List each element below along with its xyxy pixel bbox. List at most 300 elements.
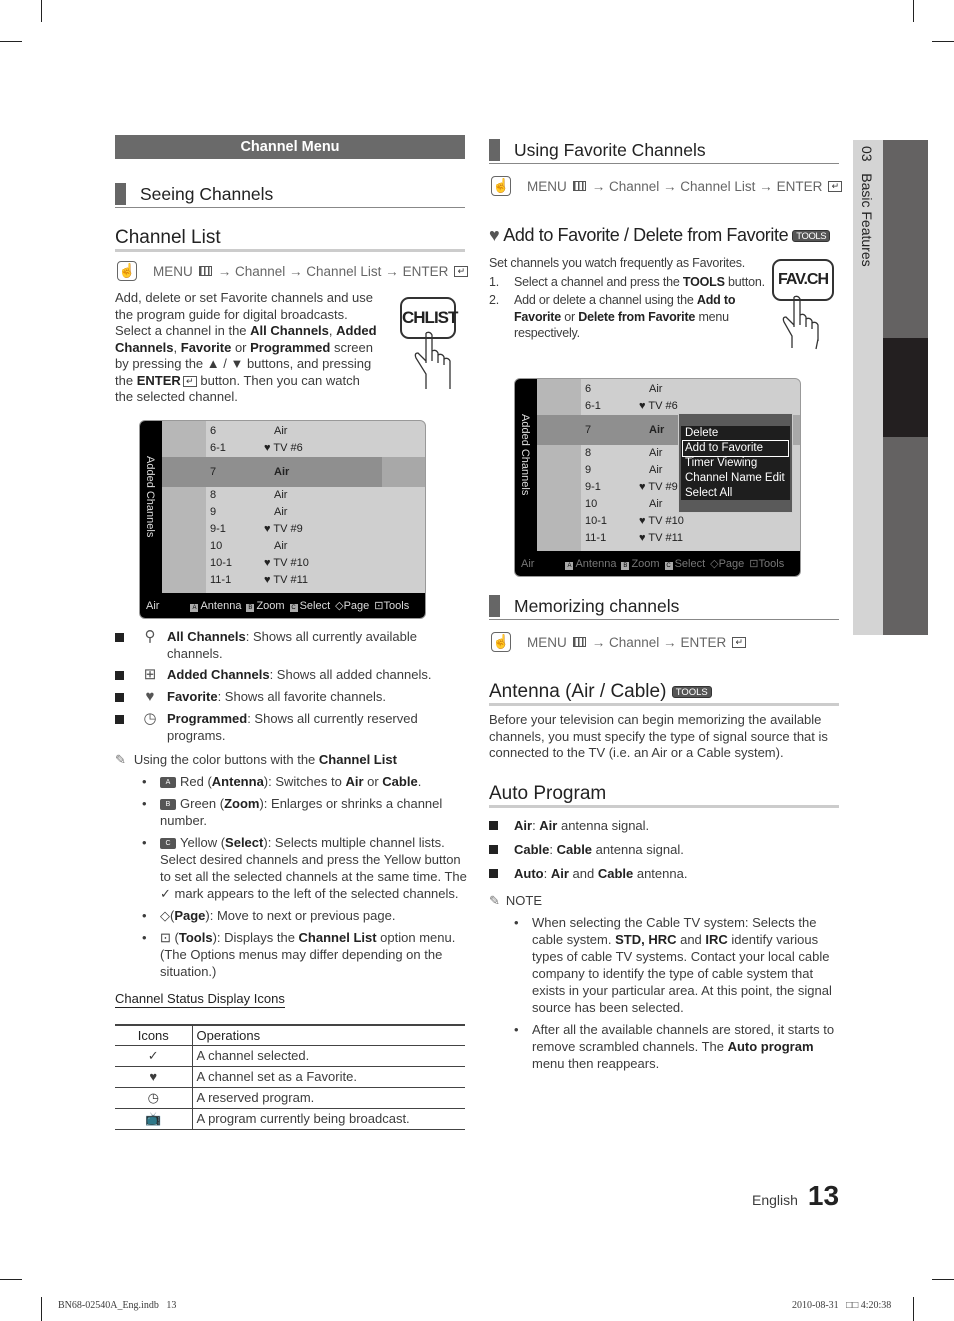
text-segment: After all the available channels are stored, it starts to remove scrambled channels. The <box>532 1022 835 1054</box>
menu-label: MENU <box>527 178 567 194</box>
text-segment: or <box>363 774 383 789</box>
item-text <box>514 862 687 886</box>
page-number: 13 <box>807 1180 840 1211</box>
channel-number: 6 <box>210 425 217 437</box>
check-icon: ✓ <box>115 1045 192 1066</box>
text-segment: . <box>417 774 422 789</box>
step-text <box>514 292 771 342</box>
list-item <box>142 907 470 924</box>
bold-term: Air <box>514 818 533 833</box>
bold-term: IRC <box>705 932 728 947</box>
guide-zoom <box>246 600 284 612</box>
bold-term: Favorite <box>167 689 218 704</box>
channel-name: ♥ TV #6 <box>639 400 678 412</box>
chlist-remote-button <box>400 297 464 394</box>
tv-icon: 📺 <box>115 1108 192 1129</box>
channel-number: 9-1 <box>210 523 226 535</box>
section-title: Using Favorite Channels <box>514 140 706 160</box>
pointing-hand-icon <box>772 295 834 350</box>
channel-row[interactable] <box>206 555 425 572</box>
page-icon: ◇ <box>160 908 170 923</box>
color-button-c-icon: C <box>160 838 176 849</box>
antenna-heading <box>489 682 839 706</box>
button-guide-bar <box>515 551 800 576</box>
bold-term: Select <box>225 835 264 850</box>
antenna-icon: ⚲ <box>144 628 156 646</box>
bold-term: Cable <box>556 842 593 857</box>
text-segment: ): Selects multiple channel lists. Select desired channels and press the Yellow button to set all the selected channels at the same time. The ✓ mark appears to the left of the selected channels. <box>160 835 467 901</box>
channel-name: Air <box>649 383 663 395</box>
guide-label: Select <box>299 599 331 612</box>
menu-label: MENU <box>153 263 193 279</box>
text-segment: Add, delete or set Favorite channels and use the program guide for digital broadcasts. <box>115 290 373 322</box>
color-key-icon: C <box>291 604 296 611</box>
channel-menu-banner: Channel Menu <box>115 135 465 159</box>
section-marker <box>115 183 126 205</box>
crop-mark <box>0 1279 22 1280</box>
table-row <box>115 1045 465 1066</box>
channel-row[interactable] <box>581 513 800 530</box>
side-label: Added Channels <box>519 414 531 496</box>
note-intro <box>134 751 397 769</box>
clock-icon: ◷ <box>143 710 157 728</box>
section-title: Seeing Channels <box>140 184 274 204</box>
bold-term: Favorite <box>180 339 232 355</box>
list-item <box>115 711 465 744</box>
bold-term: Channel List <box>298 930 377 945</box>
bold-term: Auto <box>514 866 544 881</box>
bold-term: Cable <box>597 866 634 881</box>
text-segment: ): Switches to <box>263 774 346 789</box>
enter-icon: ↵ <box>732 637 746 648</box>
guide-tools: ⊡Tools <box>374 600 410 612</box>
auto-program-heading: Auto Program <box>489 784 839 808</box>
text-segment: : Shows all currently available channels. <box>167 629 417 661</box>
antenna-description: Before your television can begin memorizing the available channels, you must specify the type of signal source that is connected to the TV (i.e. an Air or a Cable system). <box>489 712 828 760</box>
guide-label: Zoom <box>631 557 660 570</box>
note-item <box>514 914 836 1016</box>
channel-row[interactable] <box>206 487 425 504</box>
channel-name: ♥ TV #9 <box>264 523 303 535</box>
intro-text: Set channels you watch frequently as Favorites. <box>489 256 746 270</box>
list-item <box>142 834 470 902</box>
channel-number: 6 <box>585 383 592 395</box>
clock-icon: ◷ <box>115 1087 192 1108</box>
channel-number: 8 <box>210 489 217 501</box>
guide-label: Select <box>674 557 706 570</box>
step <box>489 292 771 342</box>
guide-label: Antenna <box>575 557 617 570</box>
operation-text: A channel set as a Favorite. <box>192 1066 465 1087</box>
bold-term: Programmed <box>167 711 248 726</box>
item-text <box>514 838 684 862</box>
bold-term: Cable <box>382 774 418 789</box>
bold-term: Delete from Favorite <box>578 309 696 324</box>
table-row <box>115 1108 465 1129</box>
remote-button-label: CHLIST <box>400 297 456 339</box>
text-segment: screen by pressing the ▲ / ▼ buttons, and pressing the <box>115 339 373 388</box>
channel-name: Air <box>274 489 288 501</box>
color-button-b-icon: B <box>160 799 176 810</box>
subsection-channel-list: Channel List <box>115 228 465 252</box>
list-item <box>142 773 470 790</box>
bold-term: Tools <box>178 930 213 945</box>
channel-name: ♥ TV #10 <box>264 557 309 569</box>
guide-page: ◇Page <box>710 558 745 570</box>
text-segment: : <box>549 842 557 857</box>
bold-term: TOOLS <box>682 274 725 289</box>
add-favorite-heading <box>489 225 830 246</box>
chapter-title: Basic Features <box>859 173 875 267</box>
color-key-icon: C <box>666 562 671 569</box>
channel-name: ♥ TV #11 <box>264 574 309 586</box>
text-segment: : Shows all added channels. <box>269 667 432 682</box>
status-icons-table <box>115 1024 465 1130</box>
list-types <box>115 629 465 749</box>
channel-row[interactable] <box>581 381 800 398</box>
table-row <box>115 1066 465 1087</box>
bold-term: ENTER <box>136 372 181 388</box>
list-item <box>115 667 465 684</box>
step <box>489 274 771 291</box>
path-text: → Channel → <box>591 634 677 650</box>
popup-menu-item[interactable]: Add to Favorite <box>683 441 788 456</box>
section-title: Memorizing channels <box>514 596 680 616</box>
section-marker <box>489 595 500 617</box>
channel-name: Air <box>649 424 665 436</box>
print-time: □□ 4:20:38 <box>846 1300 892 1311</box>
print-file: BN68-02540A_Eng.indb 13 <box>58 1300 177 1311</box>
channel-number: 10-1 <box>585 515 608 527</box>
bold-term: Cable <box>514 842 550 857</box>
text-segment: , <box>173 339 181 355</box>
item-text <box>167 629 465 662</box>
enter-icon: ↵ <box>454 266 468 277</box>
tools-icon: ⊡ <box>160 930 171 945</box>
color-key-icon: A <box>192 604 197 611</box>
channel-name: ♥ TV #9 <box>639 481 678 493</box>
popup-menu-item[interactable]: Timer Viewing <box>685 457 758 469</box>
text-segment: menu then reappears. <box>532 1056 660 1071</box>
text-segment: : Shows all favorite channels. <box>217 689 386 704</box>
text-segment: menu respectively. <box>514 309 729 340</box>
source-label: Air <box>521 557 535 570</box>
remote-button-label: FAV.CH <box>772 259 834 301</box>
enter-label: ENTER <box>402 263 449 279</box>
guide-select <box>290 600 331 612</box>
text-segment: button. Then you can watch the selected channel. <box>115 372 360 404</box>
item-text <box>167 711 465 744</box>
operation-text: A channel selected. <box>192 1045 465 1066</box>
menu-icon <box>573 637 586 647</box>
intro-paragraph <box>115 323 377 406</box>
text-segment: button. <box>724 274 765 289</box>
note-heading <box>115 751 470 769</box>
channel-name: Air <box>274 466 290 478</box>
note-label: NOTE <box>505 893 543 908</box>
text-segment: and <box>568 866 598 881</box>
color-key-icon: B <box>623 562 628 569</box>
bold-term: Page <box>174 908 206 923</box>
channel-name: Air <box>274 506 288 518</box>
chapter-tab <box>853 140 883 635</box>
channel-row[interactable] <box>206 440 425 457</box>
section-memorizing <box>489 595 839 620</box>
heart-icon: ♥ <box>489 225 500 245</box>
step-text <box>514 274 765 291</box>
side-label: Added Channels <box>144 456 156 538</box>
list-item <box>115 629 465 662</box>
heading-text: Add to Favorite / Delete from Favorite <box>503 225 789 245</box>
text-segment: Red ( <box>180 774 212 789</box>
bold-term: Programmed <box>250 339 331 355</box>
chapter-label <box>853 140 875 267</box>
menu-path <box>491 631 746 653</box>
bold-term: Added Channels <box>115 323 377 355</box>
popup-menu-item[interactable]: Channel Name Edit <box>685 472 785 484</box>
bold-term: Auto program <box>727 1039 814 1054</box>
guide-zoom <box>621 558 659 570</box>
channel-row[interactable] <box>162 457 425 487</box>
text-segment: : Shows all currently reserved programs. <box>167 711 418 743</box>
channel-name: Air <box>649 464 663 476</box>
text-segment: ( <box>170 930 179 945</box>
channel-number: 10 <box>585 498 598 510</box>
guide-select <box>665 558 706 570</box>
bullet-square <box>489 821 498 830</box>
color-button-a-icon: A <box>160 777 176 788</box>
bold-term: Channel List <box>318 752 397 767</box>
note-icon: ✎ <box>489 893 500 908</box>
table-header: Icons <box>115 1025 192 1045</box>
enter-icon: ↵ <box>828 181 842 192</box>
text-segment: Select a channel in the <box>115 323 251 338</box>
operation-text: A reserved program. <box>192 1087 465 1108</box>
tools-popup-menu <box>679 414 792 512</box>
list-item <box>115 689 465 706</box>
channel-row[interactable] <box>206 423 425 440</box>
page-footer <box>752 1180 839 1212</box>
text-segment: ( <box>170 908 175 923</box>
list-type-icons <box>537 379 581 553</box>
text-segment: antenna signal. <box>557 818 650 833</box>
chapter-tab-active <box>883 338 928 437</box>
channel-row[interactable] <box>206 572 425 589</box>
channel-number: 6-1 <box>585 400 601 412</box>
status-icons-title: Channel Status Display Icons <box>115 991 285 1006</box>
heart-icon: ♥ <box>145 688 155 706</box>
text-segment: and <box>676 932 706 947</box>
channel-number: 11-1 <box>210 574 232 586</box>
added-channels-icon: ⊞ <box>143 666 157 684</box>
text-segment: Yellow ( <box>180 835 226 850</box>
channel-number: 10 <box>210 540 223 552</box>
popup-menu-item[interactable]: Select All <box>685 487 733 499</box>
channel-name: ♥ TV #10 <box>639 515 684 527</box>
button-guide-bar <box>140 593 425 618</box>
text-segment: Green ( <box>180 796 225 811</box>
bold-term: All Channels <box>167 629 246 644</box>
crop-mark <box>913 0 914 22</box>
channel-number: 9-1 <box>585 481 601 493</box>
print-date: 2010-08-31 <box>792 1300 839 1311</box>
intro-paragraph <box>115 290 377 323</box>
bullet-square <box>489 845 498 854</box>
chapter-number: 03 <box>859 146 875 162</box>
hand-icon: ☝ <box>117 261 137 281</box>
channel-name: Air <box>274 540 288 552</box>
guide-antenna <box>565 558 616 570</box>
bullet-square <box>115 715 124 724</box>
text-segment: or <box>231 339 251 355</box>
bullet-square <box>115 693 124 702</box>
text-segment: Using the color buttons with the <box>133 752 319 767</box>
channel-rows <box>206 423 425 589</box>
favorite-instructions <box>489 255 771 342</box>
step-number: 1. <box>489 274 500 289</box>
guide-label: Zoom <box>256 599 285 612</box>
text-segment: : <box>532 818 540 833</box>
channel-name: ♥ TV #11 <box>639 532 684 544</box>
menu-path <box>117 260 468 282</box>
color-buttons-note <box>115 751 470 985</box>
menu-icon <box>573 181 586 191</box>
path-text: → Channel → Channel List → <box>217 263 399 279</box>
note-heading <box>489 892 542 910</box>
channel-row[interactable] <box>581 530 800 547</box>
guide-page: ◇Page <box>335 600 370 612</box>
side-label-strip <box>140 421 162 595</box>
menu-icon <box>199 266 212 276</box>
bold-term: Air <box>345 774 364 789</box>
crop-mark <box>932 41 954 42</box>
channel-number: 8 <box>585 447 592 459</box>
print-timestamp <box>792 1300 891 1311</box>
enter-label: ENTER <box>680 634 727 650</box>
heading-text: Antenna (Air / Cable) <box>489 681 667 702</box>
channel-name: Air <box>274 425 288 437</box>
text-segment: , <box>328 323 337 338</box>
tools-badge: TOOLS <box>792 230 830 242</box>
language-label: English <box>752 1192 798 1208</box>
channel-row[interactable] <box>206 504 425 521</box>
bold-term: STD, HRC <box>615 932 677 947</box>
channel-list-screen <box>139 420 426 619</box>
channel-number: 9 <box>585 464 592 476</box>
bullet-square <box>115 633 124 642</box>
intro-text <box>115 290 377 406</box>
crop-mark <box>0 41 22 42</box>
text-segment: Select a channel and press the <box>514 274 683 289</box>
table-row <box>115 1087 465 1108</box>
crop-mark <box>41 0 42 22</box>
list-item <box>489 814 687 838</box>
enter-icon: ↵ <box>183 376 197 387</box>
list-type-icons <box>162 421 206 595</box>
source-label: Air <box>146 599 160 612</box>
bold-term: Zoom <box>224 796 260 811</box>
bold-term: Antenna <box>211 774 264 789</box>
text-segment: option menu. (The Options menus may differ depending on the situation.) <box>160 930 456 979</box>
channel-number: 9 <box>210 506 217 518</box>
side-label-strip <box>515 379 537 553</box>
step-number: 2. <box>489 293 500 307</box>
channel-row[interactable] <box>206 521 425 538</box>
section-using-favorite <box>489 139 839 164</box>
list-item <box>142 795 470 829</box>
text-segment: ): Move to next or previous page. <box>205 908 396 923</box>
channel-number: 7 <box>210 466 217 478</box>
color-buttons-list <box>142 773 470 980</box>
guide-label: Antenna <box>200 599 242 612</box>
list-item <box>489 838 687 862</box>
text-segment: ): Displays the <box>212 930 299 945</box>
note-item <box>514 1021 836 1072</box>
channel-name: Air <box>649 498 663 510</box>
channel-row[interactable] <box>206 538 425 555</box>
section-marker <box>489 139 500 161</box>
text-segment: ): Enlarges or shrinks a channel number. <box>160 796 443 828</box>
menu-label: MENU <box>527 634 567 650</box>
hand-icon: ☝ <box>491 632 511 652</box>
color-key-icon: A <box>567 562 572 569</box>
note-list <box>514 914 836 1077</box>
text-segment: : <box>543 866 551 881</box>
channel-number: 10-1 <box>210 557 233 569</box>
crop-mark <box>932 1279 954 1280</box>
operation-text: A program currently being broadcast. <box>192 1108 465 1129</box>
list-item <box>489 862 687 886</box>
path-text: → Channel → Channel List → <box>591 178 773 194</box>
menu-path <box>491 175 842 197</box>
bold-term: Added Channels <box>167 667 270 682</box>
crop-mark <box>913 1297 914 1321</box>
channel-name: Air <box>649 447 663 459</box>
item-text <box>167 667 431 684</box>
crop-mark <box>41 1297 42 1321</box>
table-header: Operations <box>192 1025 465 1045</box>
note-icon: ✎ <box>115 752 126 767</box>
guide-antenna <box>190 600 241 612</box>
text-segment: When selecting the Cable TV system: Selects the cable system. <box>532 915 817 947</box>
tools-badge: TOOLS <box>672 686 712 698</box>
enter-label: ENTER <box>776 178 823 194</box>
text-segment: Add or delete a channel using the <box>514 293 697 307</box>
bold-term: Air <box>539 818 558 833</box>
color-key-icon: B <box>248 604 253 611</box>
pointing-hand-icon <box>404 331 464 391</box>
favch-remote-button <box>772 259 834 353</box>
text-segment: identify various types of cable TV systems. Contact your local cable company to identify the type of cable system that exists in your particular area. At this point, the signal source has been selected. <box>532 932 832 1015</box>
text-segment: or <box>561 309 579 324</box>
section-seeing-channels <box>115 183 465 208</box>
item-text <box>167 689 386 706</box>
popup-menu-item[interactable]: Delete <box>685 427 719 439</box>
auto-program-options <box>489 814 687 886</box>
bold-term: All Channels <box>250 323 329 338</box>
channel-row[interactable] <box>581 398 800 415</box>
channel-number: 11-1 <box>585 532 607 544</box>
guide-tools: ⊡Tools <box>749 558 785 570</box>
heart-icon: ♥ <box>115 1066 192 1087</box>
channel-number: 7 <box>585 424 592 436</box>
bold-term: Air <box>550 866 569 881</box>
list-item <box>142 929 470 980</box>
hand-icon: ☝ <box>491 176 511 196</box>
text-segment: antenna. <box>633 866 688 881</box>
channel-number: 6-1 <box>210 442 226 454</box>
bullet-square <box>115 671 124 680</box>
